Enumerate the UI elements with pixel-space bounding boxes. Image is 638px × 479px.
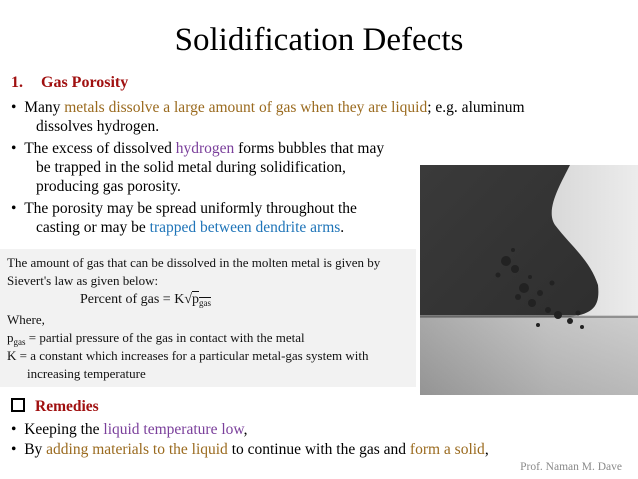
highlight-adding-materials: adding materials to the liquid bbox=[46, 441, 228, 458]
highlight-dendrite-arms: trapped between dendrite arms bbox=[149, 219, 341, 236]
highlight-form-solid: form a solid bbox=[409, 441, 485, 458]
bullet-1: • Many metals dissolve a large amount of gas when they are liquid; e.g. aluminum bbox=[11, 99, 525, 116]
law-def-constant-line-2: increasing temperature bbox=[27, 366, 146, 381]
highlight-hydrogen: hydrogen bbox=[175, 140, 235, 157]
law-line-1: The amount of gas that can be dissolved in the molten metal is given by bbox=[7, 255, 381, 270]
highlight-liquid-temperature: liquid temperature low bbox=[103, 421, 244, 438]
bullet-2: • The excess of dissolved hydrogen forms bubbles that may bbox=[11, 140, 385, 157]
section-title: Gas Porosity bbox=[41, 74, 129, 91]
bullet-1-line-2: dissolves hydrogen. bbox=[36, 118, 160, 135]
checkbox-bullet-icon bbox=[11, 398, 25, 412]
bullet-3-line-2: casting or may be trapped between dendrite arms. bbox=[36, 219, 345, 236]
slide-title: Solidification Defects bbox=[174, 22, 464, 58]
section-heading bbox=[11, 74, 128, 92]
sieverts-law-box bbox=[0, 249, 416, 387]
remedy-1: • Keeping the liquid temperature low, bbox=[11, 421, 248, 438]
footer-author: Prof. Naman M. Dave bbox=[520, 461, 622, 473]
highlight-metals-dissolve: metals dissolve a large amount of gas when they are liquid bbox=[64, 99, 428, 116]
law-def-pressure: $p_{gas}$ = partial pressure of the gas in contact with the metal bbox=[7, 330, 305, 347]
law-line-2: Sievert's law as given below: bbox=[7, 273, 159, 288]
law-where: Where, bbox=[7, 312, 45, 327]
section-number: 1. bbox=[11, 74, 23, 91]
remedies-heading: Remedies bbox=[11, 398, 99, 416]
bullet-2-line-2: be trapped in the solid metal during solidification, bbox=[36, 159, 346, 176]
bullet-2-line-3: producing gas porosity. bbox=[36, 178, 181, 195]
bullet-3: • The porosity may be spread uniformly throughout the bbox=[11, 200, 357, 217]
square-root-symbol: √ bbox=[184, 292, 192, 307]
sieverts-equation: Percent of gas = $K√p_{gas}$ bbox=[80, 292, 211, 308]
remedy-2: • By adding materials to the liquid to continue with the gas and form a solid, bbox=[11, 441, 489, 458]
porosity-micrograph bbox=[420, 165, 638, 395]
law-def-constant: K = a constant which increases for a particular metal-gas system with bbox=[7, 348, 369, 363]
